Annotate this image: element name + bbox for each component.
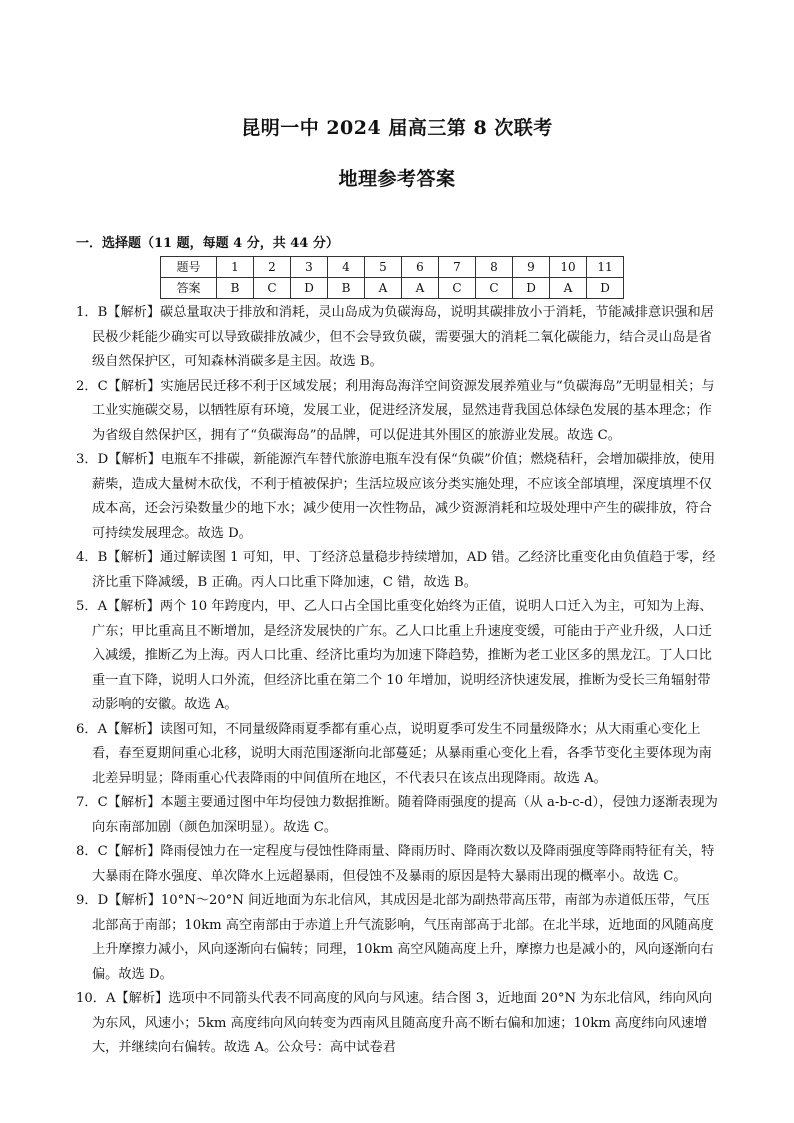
document-title: 昆明一中 2024 届高三第 8 次联考 xyxy=(241,117,553,139)
answer-table-row-numbers xyxy=(161,257,624,278)
question-number: 7 xyxy=(439,257,476,278)
answer-cell: C xyxy=(476,278,513,299)
row-label-numbers: 题号 xyxy=(161,257,217,278)
explanation-text: 4．B【解析】通过解读图 1 可知，甲、丁经济总量稳步持续增加，AD 错。乙经济比重变化由负值趋于零，经济比重下降减缓，B 正确。丙人口比重下降加速，C 错，故选 B。 xyxy=(76,550,716,590)
explanation-item xyxy=(76,791,720,840)
explanation-item xyxy=(76,840,720,889)
explanation-text: 3．D【解析】电瓶车不排碳，新能源汽车替代旅游电瓶车没有保“负碳”价值；燃烧秸秆，会增加碳排放，使用薪柴，造成大量树木砍伐，不利于植被保护；生活垃圾应该分类实施处理，不应该全部填埋，深度填埋不仅成本高，还会污染数量少的地下水；减少使用一次性物品，减少资源消耗和垃圾处理中产生的碳排放，符合可持续发展理念。故选 D。 xyxy=(76,452,716,541)
question-number: 9 xyxy=(513,257,550,278)
explanation-item xyxy=(76,448,720,546)
question-number: 1 xyxy=(217,257,254,278)
section-heading: 一．选择题（11 题，每题 4 分，共 44 分） xyxy=(76,236,339,251)
answer-cell: D xyxy=(291,278,328,299)
explanation-item xyxy=(76,375,720,449)
explanation-text: 9．D【解析】10°N～20°N 间近地面为东北信风，其成因是北部为副热带高压带，南部为赤道低压带，气压北部高于南部；10km 高空南部由于赤道上升气流影响，气压南部高于北部。在北半球，近地面的风随高度上升摩擦力减小，风向逐渐向右偏转；同理，10km 高空风随高度上升，摩擦力也是减小的，风向逐渐向右偏。故选 D。 xyxy=(76,893,714,982)
explanation-text: 2．C【解析】实施居民迁移不利于区域发展；利用海岛海洋空间资源发展养殖业与“负碳海岛”无明显相关；与工业实施碳交易，以牺牲原有环境，发展工业，促进经济发展，显然违背我国总体绿色发展的基本理念；作为省级自然保护区，拥有了“负碳海岛”的品牌，可以促进其外围区的旅游业发展。故选 C。 xyxy=(76,378,715,443)
question-number: 4 xyxy=(328,257,365,278)
answer-table xyxy=(160,256,624,299)
document-subtitle: 地理参考答案 xyxy=(338,168,456,190)
answer-cell: B xyxy=(217,278,254,299)
question-number: 10 xyxy=(550,257,587,278)
explanation-list xyxy=(76,301,720,1061)
answer-cell: B xyxy=(328,278,365,299)
question-number: 6 xyxy=(402,257,439,278)
question-number: 3 xyxy=(291,257,328,278)
explanation-item xyxy=(76,546,720,595)
question-number: 8 xyxy=(476,257,513,278)
answer-cell: A xyxy=(402,278,439,299)
question-number: 2 xyxy=(254,257,291,278)
answer-cell: A xyxy=(365,278,402,299)
explanation-text: 10．A【解析】选项中不同箭头代表不同高度的风向与风速。结合图 3，近地面 20°N 为东北信风，纬向风向为东风，风速小；5km 高度纬向风向转变为西南风且随高度升高不断右偏和加速；10km 高度纬向风速增大，并继续向右偏转。故选 A。公众号：高中试卷君 xyxy=(76,991,713,1055)
explanation-text: 1．B【解析】碳总量取决于排放和消耗，灵山岛成为负碳海岛，说明其碳排放小于消耗，节能减排意识强和居民极少耗能少确实可以导致碳排放减少，但不会导致负碳，需要强大的消耗二氧化碳能力，结合灵山岛是省级自然保护区，可知森林消碳多是主因。故选 B。 xyxy=(76,305,714,369)
answer-cell: D xyxy=(513,278,550,299)
question-number: 11 xyxy=(587,257,624,278)
explanation-item xyxy=(76,889,720,987)
answer-table-row-answers xyxy=(161,278,624,299)
explanation-text: 6．A【解析】读图可知，不同量级降雨夏季都有重心点，说明夏季可发生不同量级降水；从大雨重心变化上看，春至夏期间重心北移，说明大雨范围逐渐向北部蔓延；从暴雨重心变化上看，各季节变化主要体现为南北差异明显；降雨重心代表降雨的中间值所在地区，不代表只在该点出现降雨。故选 A。 xyxy=(76,721,712,786)
explanation-item xyxy=(76,987,720,1061)
answer-cell: C xyxy=(439,278,476,299)
question-number: 5 xyxy=(365,257,402,278)
explanation-text: 7．C【解析】本题主要通过图中年均侵蚀力数据推断。随着降雨强度的提高（从 a-b-c-d），侵蚀力逐渐表现为向东南部加剧（颜色加深明显）。故选 C。 xyxy=(76,795,718,835)
row-label-answers: 答案 xyxy=(161,278,217,299)
answer-cell: D xyxy=(587,278,624,299)
explanation-item xyxy=(76,595,720,718)
explanation-item xyxy=(76,301,720,375)
answer-cell: C xyxy=(254,278,291,299)
answer-cell: A xyxy=(550,278,587,299)
explanation-text: 5．A【解析】两个 10 年跨度内，甲、乙人口占全国比重变化始终为正值，说明人口迁入为主，可知为上海、广东；甲比重高且不断增加，是经济发展快的广东。乙人口比重上升速度变缓，可能由于产业升级，人口迁入减缓，推断乙为上海。丙人口比重、经济比重均为加速下降趋势，推断为老工业区多的黑龙江。丁人口比重一直下降，说明人口外流，但经济比重在第二个 10 年增加，说明经济快速发展，推断为受长三角辐射带动影响的安徽。故选 A。 xyxy=(76,599,713,712)
explanation-text: 8．C【解析】降雨侵蚀力在一定程度与侵蚀性降雨量、降雨历时、降雨次数以及降雨强度等降雨特征有关，特大暴雨在降水强度、单次降水上远超暴雨，但侵蚀不及暴雨的原因是特大暴雨出现的概率小。故选 C。 xyxy=(76,844,715,884)
explanation-item xyxy=(76,718,720,792)
